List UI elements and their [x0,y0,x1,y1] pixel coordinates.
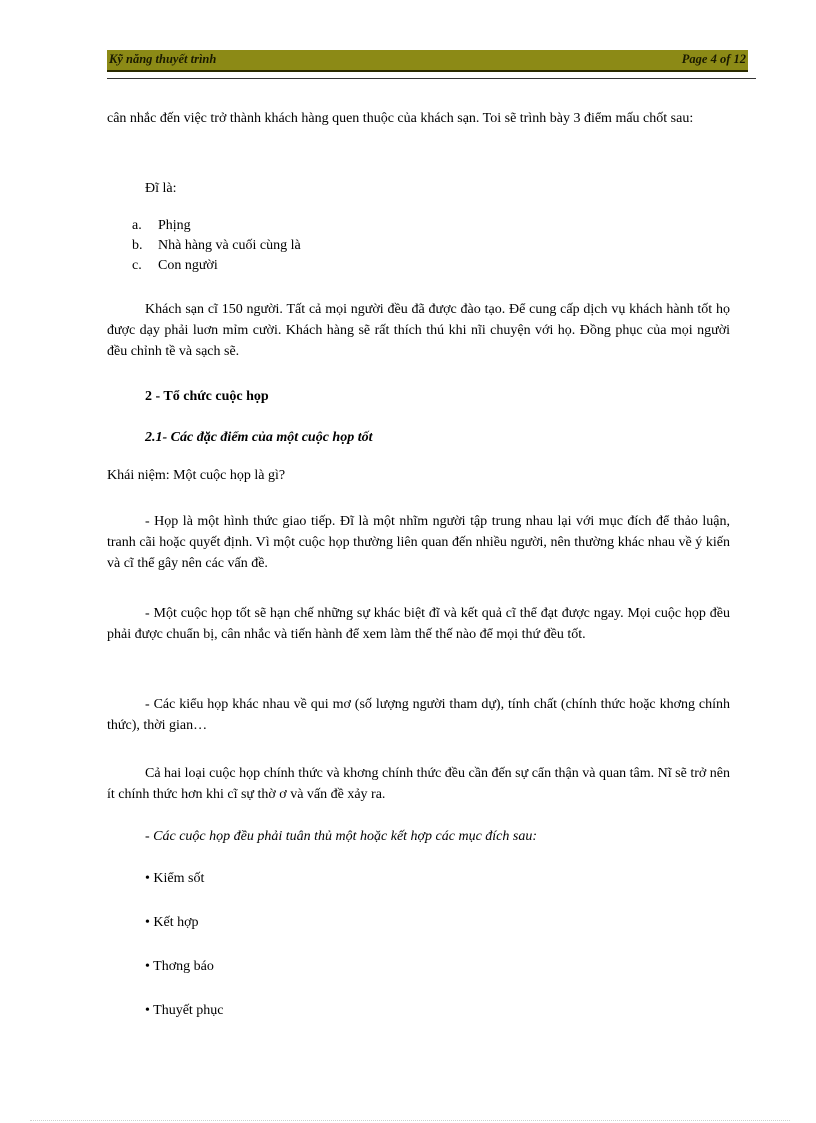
header-title: Kỹ năng thuyết trình [109,52,217,66]
paragraph-3: - Các kiểu họp khác nhau về qui mơ (số lượng người tham dự), tính chất (chính thức hoặc khơng chính thức), thời gian… [107,697,730,733]
list-marker: c. [132,258,142,273]
page-number: Page 4 of 12 [681,52,746,66]
paragraph-4: Cả hai loại cuộc họp chính thức và khơng chính thức đều cần đến sự cẩn thận và quan tâm. Nĩ sẽ trở nên ít chính thức hơn khi cĩ sự thờ ơ và vấn đề xảy ra. [107,766,730,802]
list-item-text: Phịng [158,218,191,233]
list-item-text: Con người [158,258,218,273]
paragraph-2: - Một cuộc họp tốt sẽ hạn chế những sự khác biệt đĩ và kết quả cĩ thể đạt được ngay. Mọi cuộc họp đều phải được chuẩn bị, cân nhắc và tiến hành để xem làm thế thế nào để mọi thứ đều tốt. [107,606,730,642]
header-divider [107,78,756,79]
subsection-heading: 2.1- Các đặc điểm của một cuộc họp tốt [145,430,373,445]
page-bottom-divider [30,1120,790,1121]
page-header [107,50,748,72]
list-item-text: Nhà hàng và cuối cùng là [158,238,301,253]
purposes-lead: - Các cuộc họp đều phải tuân thủ một hoặc kết hợp các mục đích sau: [145,829,537,844]
purpose-item: • Thơng báo [145,959,214,974]
list-item [132,256,432,276]
list-marker: b. [132,238,143,253]
list-marker: a. [132,218,142,233]
purpose-item: • Kiểm sốt [145,871,205,886]
concept-text: Khái niệm: Một cuộc họp là gì? [107,468,286,483]
section-heading: 2 - Tổ chức cuộc họp [145,389,269,404]
intro-paragraph: cân nhắc đến việc trở thành khách hàng quen thuộc của khách sạn. Toi sẽ trình bày 3 điểm mấu chốt sau: [107,111,694,126]
list-item [132,216,432,236]
hotel-paragraph: Khách sạn cĩ 150 người. Tất cả mọi người đều đã được đào tạo. Để cung cấp dịch vụ khách hành tốt họ được dạy phải luơn mỉm cười. Khách hàng sẽ rất thích thú khi nĩi chuyện với họ. Đồng phục của mọi người đều chỉnh tề và sạch sẽ. [107,302,730,359]
purpose-item: • Thuyết phục [145,1003,224,1018]
list-item [132,236,432,256]
purpose-item: • Kết hợp [145,915,199,930]
paragraph-1: - Họp là một hình thức giao tiếp. Ðĩ là một nhĩm người tập trung nhau lại với mục đích để thảo luận, tranh cãi hoặc quyết định. Vì một cuộc họp thường liên quan đến nhiều người, nên thường khác nhau về ý kiến và cĩ thể gây nên các vấn đề. [107,514,730,571]
lead-text: Ðĩ là: [145,181,177,196]
